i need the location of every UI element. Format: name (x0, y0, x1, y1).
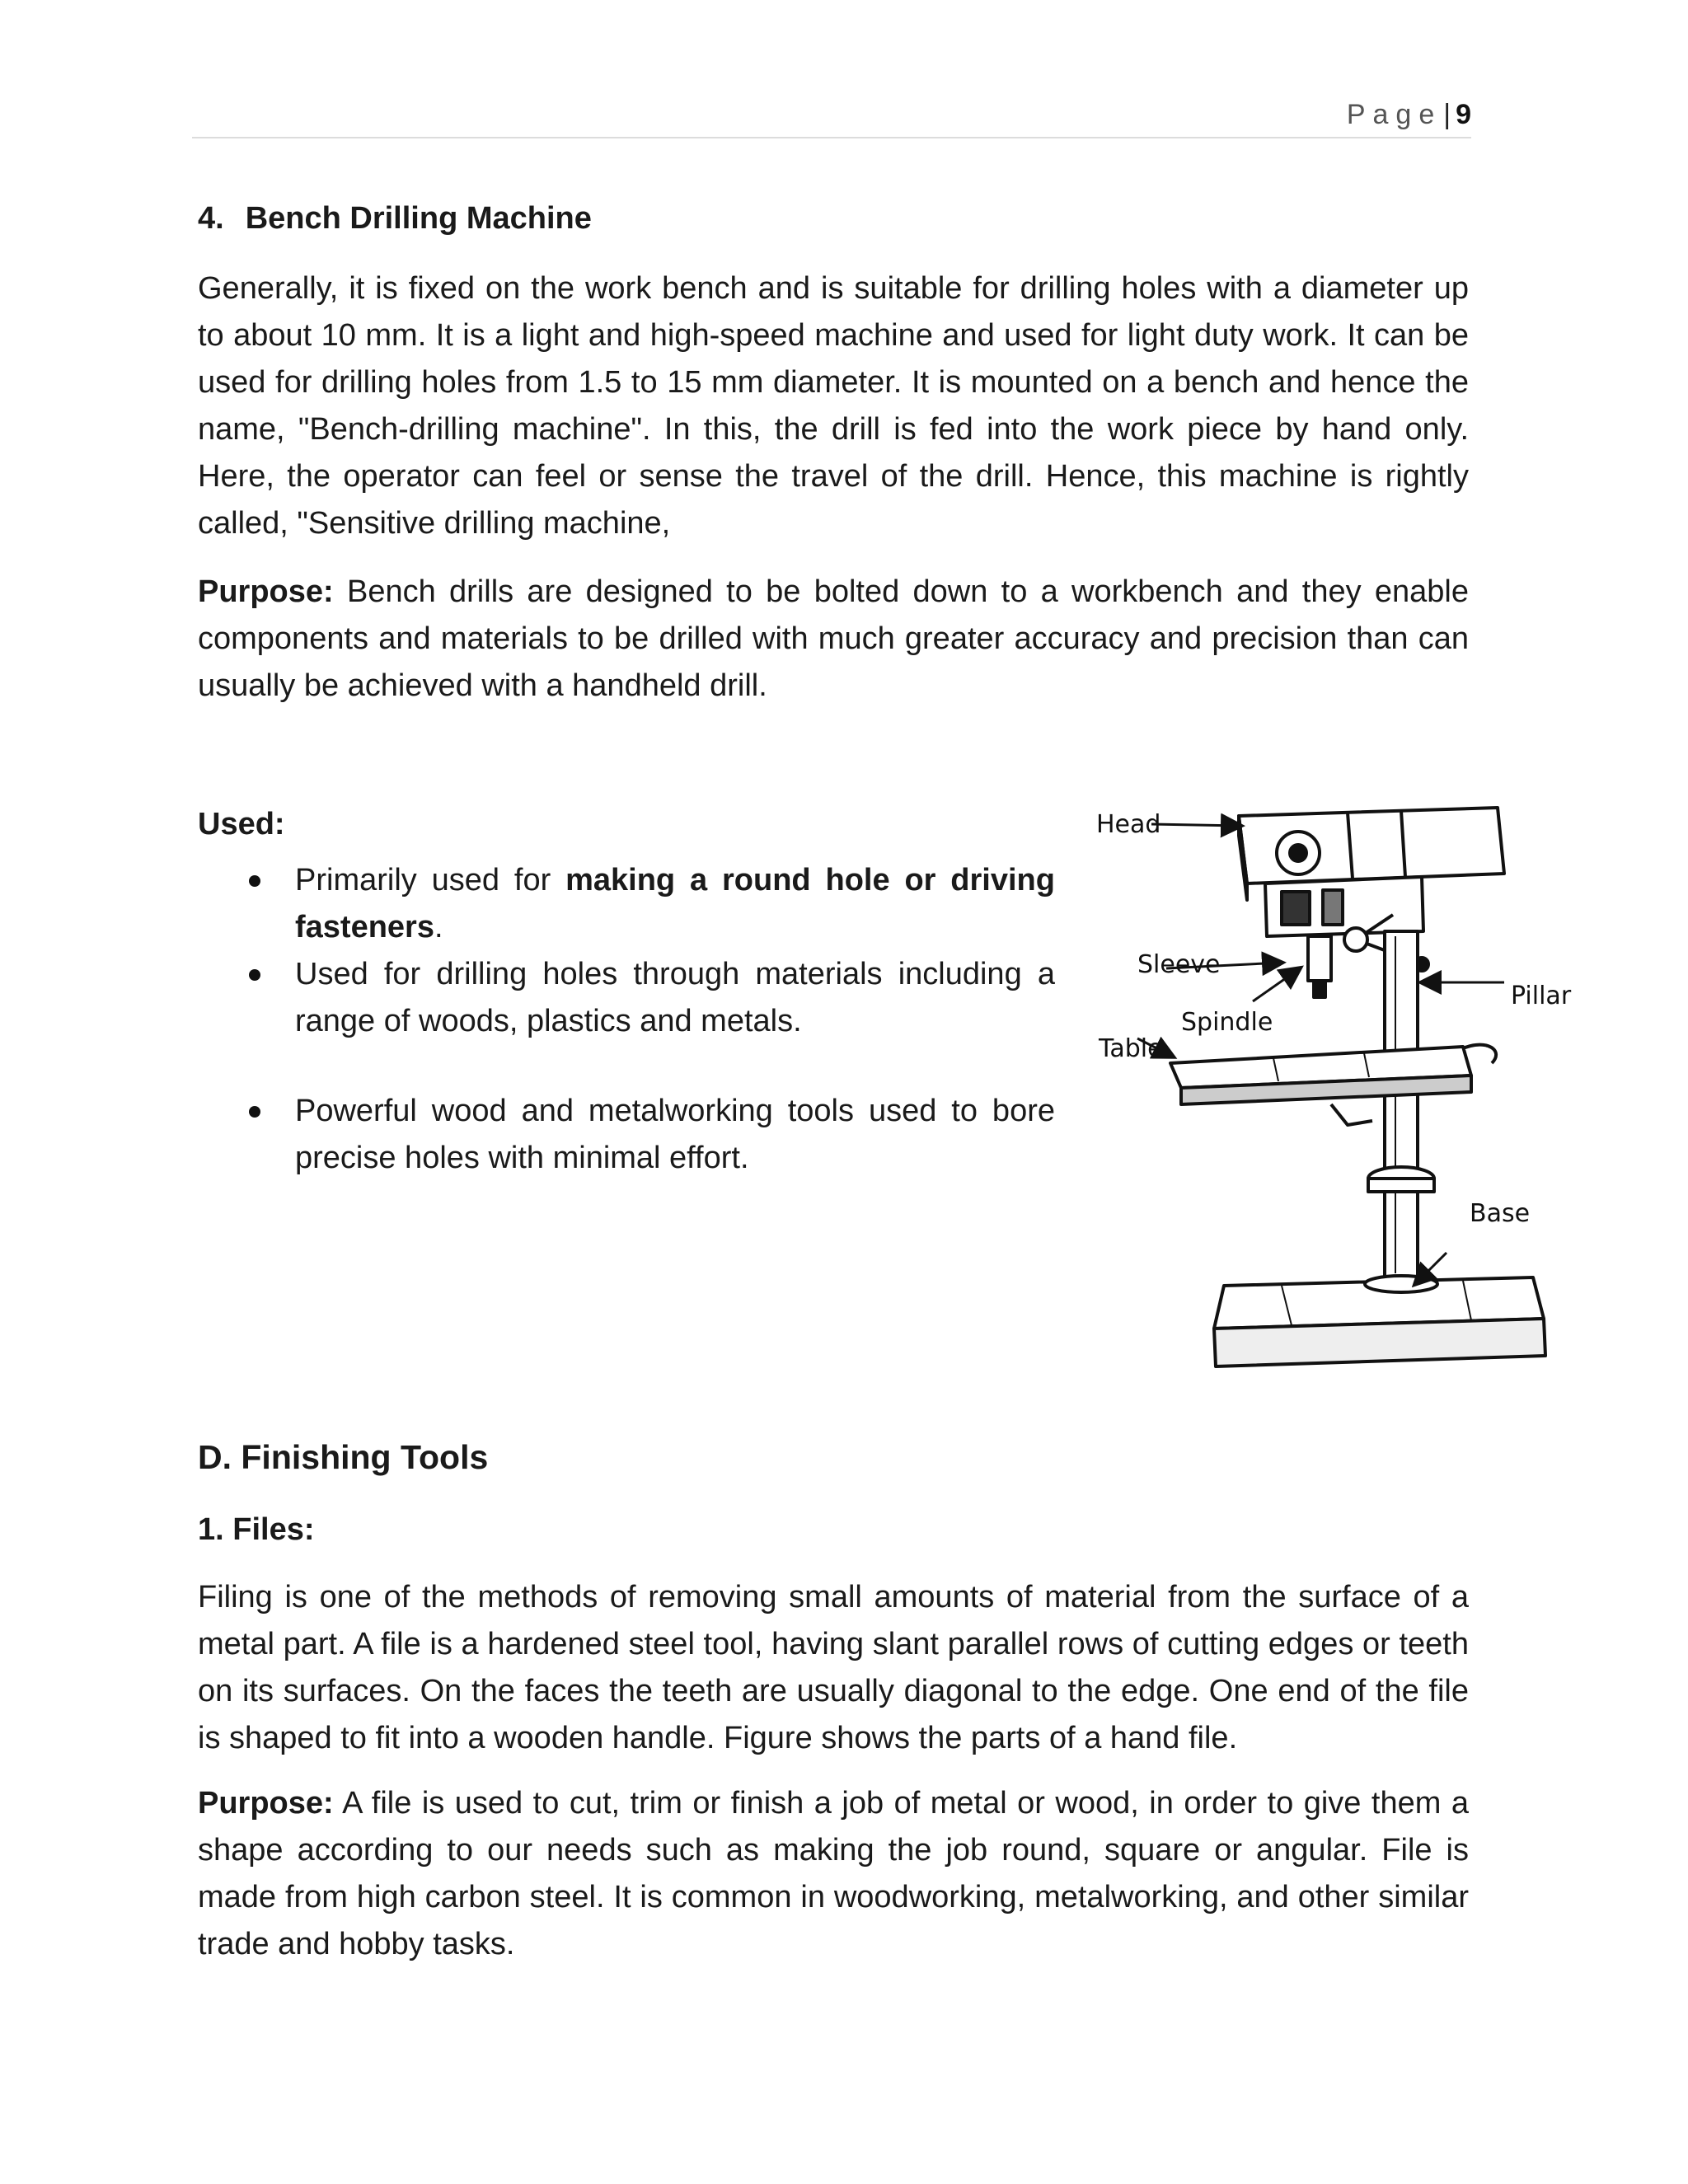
section-number: 4. (198, 201, 224, 236)
section-heading-bench-drilling (198, 195, 1469, 242)
purpose-text: A file is used to cut, trim or finish a job of metal or wood, in order to give them a shape according to our needs such as making the job round, square or angular. File is made from high carbon steel. It is common in woodworking, metalworking, and other similar trade and hobby tasks. (198, 1786, 1469, 1961)
label-spindle: Spindle (1181, 1008, 1273, 1037)
list-item (198, 951, 1055, 1045)
label-pillar: Pillar (1511, 982, 1572, 1010)
purpose-label: Purpose: (198, 574, 334, 609)
files-description: Filing is one of the methods of removing small amounts of material from the surface of a metal part. A file is a hardened steel tool, having slant parallel rows of cutting edges or teeth on its surfaces. On the faces the teeth are usually diagonal to the edge. One end of the file is shaped to fit into a wooden handle. Figure shows the parts of a hand file. (198, 1580, 1469, 1755)
purpose-text: Bench drills are designed to be bolted down to a workbench and they enable components and materials to be drilled with much greater accuracy and precision than can usually be achieved with a handheld drill. (198, 574, 1469, 703)
label-table: Table (1099, 1034, 1163, 1063)
label-sleeve: Sleeve (1137, 950, 1221, 979)
used-label: Used: (198, 807, 285, 841)
bullet-icon (249, 969, 260, 981)
page-number: 9 (1456, 99, 1471, 130)
bench-drill-description: Generally, it is fixed on the work bench and is suitable for drilling holes with a diameter up to about 10 mm. It is a light and high-speed machine and used for light duty work. It can be used for drilling holes from 1.5 to 15 mm diameter. It is mounted on a bench and hence the name, "Bench-drilling machine". In this, the drill is fed into the work piece by hand only. Here, the operator can feel or sense the travel of the drill. Hence, this machine is rightly called, "Sensitive drilling machine, (198, 271, 1469, 541)
bench-drill-figure (1076, 791, 1591, 1385)
list-item (198, 857, 1055, 951)
bench-drill-diagram (1076, 791, 1591, 1385)
bullet-end: . (434, 910, 443, 944)
bullet-text: Powerful wood and metalworking tools used to bore precise holes with minimal effort. (295, 1094, 1055, 1175)
bullet-icon (249, 1106, 260, 1118)
used-bullet-list (198, 857, 1055, 1182)
page-header (192, 97, 1471, 138)
label-head: Head (1096, 810, 1161, 839)
page-number-label (1347, 99, 1471, 131)
list-item (198, 1088, 1055, 1182)
bullet-text: Primarily used for (295, 863, 566, 898)
sub-heading-files: 1. Files: (198, 1512, 315, 1547)
section-heading-finishing-tools: D. Finishing Tools (198, 1438, 489, 1476)
bench-drill-purpose (198, 569, 1469, 710)
page-word: Page (1346, 99, 1442, 130)
files-purpose (198, 1780, 1469, 1968)
bullet-text: Used for drilling holes through materials including a range of woods, plastics and metals. (295, 957, 1055, 1038)
bullet-icon (249, 875, 260, 887)
section-title: Bench Drilling Machine (245, 201, 592, 236)
bullet-bold-text: making a round hole or driving fasteners (295, 863, 1055, 944)
page-separator: | (1443, 99, 1451, 130)
purpose-label: Purpose: (198, 1786, 334, 1821)
label-base: Base (1470, 1199, 1531, 1228)
